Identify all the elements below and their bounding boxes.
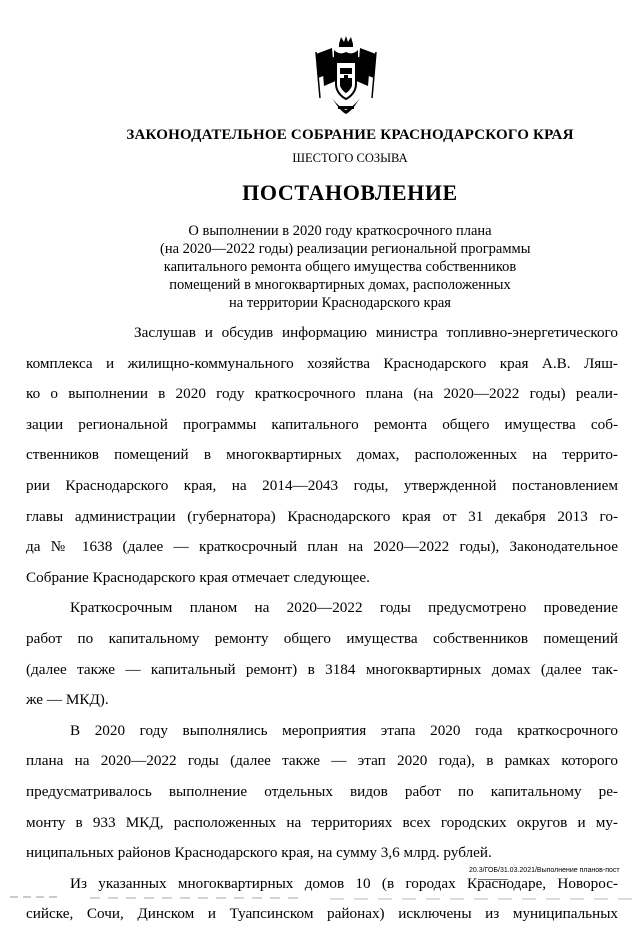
body-line: ко о выполнении в 2020 году краткосрочного плана (на 2020—2022 годы) реали- — [26, 385, 618, 403]
body-line: монту в 933 МКД, расположенных на территориях всех городских округов и му- — [26, 813, 618, 831]
body-line: В 2020 году выполнялись мероприятия этапа 2020 года краткосрочного — [70, 721, 618, 739]
body-line: рии Краснодарского края, на 2014—2043 годы, утвержденной постановлением — [26, 476, 618, 494]
scan-artifact-lines — [0, 893, 640, 903]
subject-line: О выполнении в 2020 году краткосрочного плана — [188, 223, 492, 239]
coat-of-arms-icon — [312, 34, 380, 116]
organization-name: ЗАКОНОДАТЕЛЬНОЕ СОБРАНИЕ КРАСНОДАРСКОГО КРАЯ — [126, 127, 574, 143]
body-line: плана на 2020—2022 годы (далее также — этап 2020 года), в рамках которого — [26, 752, 618, 770]
convocation: ШЕСТОГО СОЗЫВА — [292, 151, 408, 165]
body-line: комплекса и жилищно-коммунального хозяйства Краснодарского края А.В. Ляш- — [26, 354, 618, 372]
subject-line: капитального ремонта общего имущества собственников — [163, 259, 517, 275]
footer-divider — [478, 879, 508, 880]
body-line: да № 1638 (далее — краткосрочный план на 2020—2022 годы), Законодательное — [26, 538, 618, 556]
body-line: Краткосрочным планом на 2020—2022 годы предусмотрено проведение — [70, 599, 618, 617]
document-body — [26, 318, 618, 930]
body-line: же — МКД). — [26, 691, 109, 709]
subject-line: на территории Краснодарского края — [229, 295, 451, 311]
document-subject — [160, 222, 531, 312]
body-line: сийске, Сочи, Динском и Туапсинском районах) исключены из муниципальных — [26, 905, 618, 923]
body-line: Заслушав и обсудив информацию министра топливно-энергетического — [134, 324, 618, 341]
body-line: предусматривалось выполнение отдельных видов работ по капитальному ре- — [26, 782, 618, 800]
body-line: Из указанных многоквартирных домов 10 (в городах Краснодаре, Новорос- — [70, 874, 618, 892]
subject-line: помещений в многоквартирных домах, расположенных — [169, 277, 511, 293]
body-line: зации региональной программы капитального ремонта общего имущества соб- — [26, 415, 618, 433]
body-line: работ по капитальному ремонту общего имущества собственников помещений — [26, 629, 618, 647]
body-line: (далее также — капитальный ремонт) в 3184 многоквартирных домах (далее так- — [26, 660, 618, 678]
body-line: ниципальных районов Краснодарского края, на сумму 3,6 млрд. рублей. — [26, 844, 492, 862]
subject-line: (на 2020—2022 годы) реализации региональной программы — [160, 241, 531, 257]
body-line: ственников помещений в многоквартирных домах, расположенных на террито- — [26, 446, 618, 464]
body-line: Собрание Краснодарского края отмечает следующее. — [26, 568, 370, 586]
body-line: главы администрации (губернатора) Краснодарского края от 31 декабря 2013 го- — [26, 507, 618, 525]
footer-file-code: 20.3/ГОБ/31.03.2021/Выполнение планов-пост — [469, 867, 620, 874]
document-type-title: ПОСТАНОВЛЕНИЕ — [242, 180, 458, 205]
